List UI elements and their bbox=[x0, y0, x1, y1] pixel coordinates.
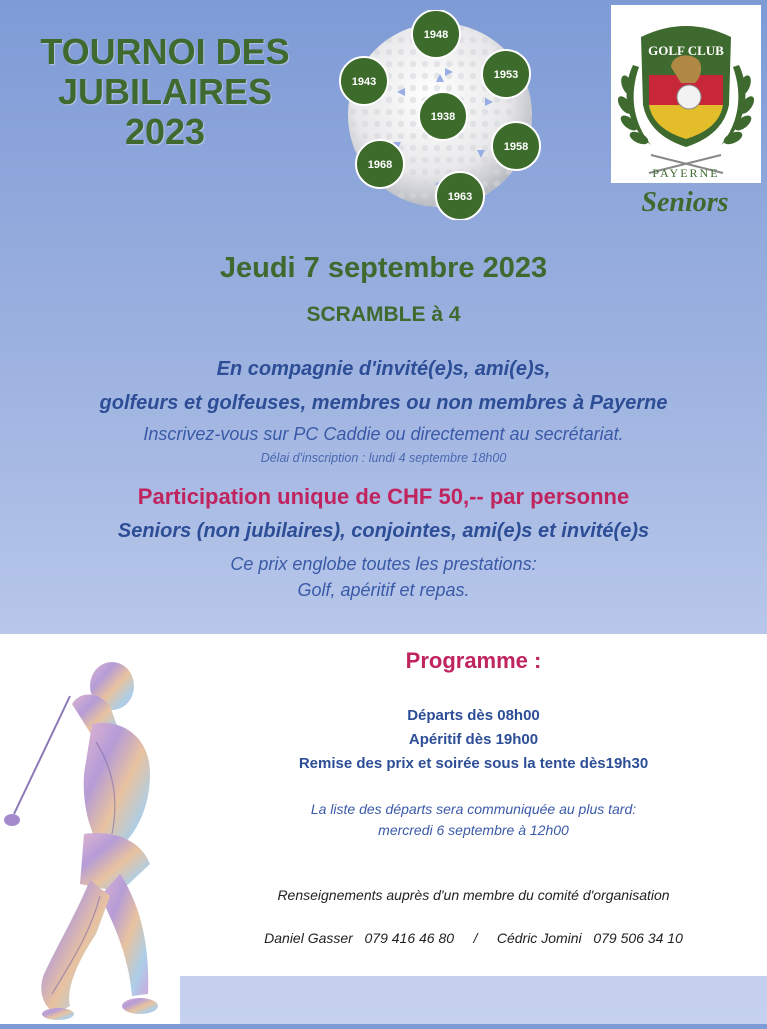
contact-2-name: Cédric Jomini bbox=[496, 930, 582, 946]
year-bubble-center-text: 1938 bbox=[430, 111, 456, 123]
contact-2-phone: 079 506 34 10 bbox=[593, 930, 683, 946]
departure-list-line-2: mercredi 6 septembre à 12h00 bbox=[378, 822, 569, 838]
year-bubble-1953-text: 1953 bbox=[493, 69, 519, 81]
price-includes-line-2: Golf, apéritif et repas. bbox=[297, 580, 470, 600]
event-title bbox=[10, 32, 320, 152]
year-bubble-1958 bbox=[492, 122, 540, 170]
golf-ball-icon bbox=[335, 10, 545, 220]
price-includes-line-1: Ce prix englobe toutes les prestations: bbox=[230, 554, 537, 574]
registration-info: Inscrivez-vous sur PC Caddie ou directement au secrétariat. bbox=[143, 424, 624, 444]
title-line-2: JUBILAIRES bbox=[57, 71, 273, 112]
year-bubble-1943-text: 1943 bbox=[351, 76, 377, 88]
year-bubble-1963 bbox=[436, 172, 484, 220]
golfer-illustration-icon bbox=[0, 634, 180, 1024]
price-audience: Seniors (non jubilaires), conjointes, ami(e)s et invité(e)s bbox=[117, 520, 650, 542]
contact-1-phone: 079 416 46 80 bbox=[364, 930, 455, 946]
invite-line-1: En compagnie d'invité(e)s, ami(e)s, bbox=[216, 358, 551, 380]
golf-ball-graphic bbox=[335, 10, 545, 220]
year-bubble-1953 bbox=[482, 50, 530, 98]
logo-graphic bbox=[611, 5, 761, 183]
contact-separator: / bbox=[473, 930, 478, 946]
title-line-3: 2023 bbox=[124, 111, 206, 152]
event-format: SCRAMBLE à 4 bbox=[306, 303, 461, 326]
golf-club-crest-icon bbox=[611, 5, 761, 183]
programme-item-aperitif: Apéritif dès 19h00 bbox=[408, 731, 539, 748]
contact-1-name: Daniel Gasser bbox=[264, 930, 353, 946]
info-line: Renseignements auprès d'un membre du comité d'organisation bbox=[277, 887, 670, 903]
year-bubble-1958-text: 1958 bbox=[503, 141, 529, 153]
year-bubble-1968 bbox=[356, 140, 404, 188]
registration-deadline: Délai d'inscription : lundi 4 septembre 18h00 bbox=[260, 451, 507, 465]
title-line-1: TOURNOI DES bbox=[40, 31, 290, 72]
year-bubble-1968-text: 1968 bbox=[367, 159, 393, 171]
programme-title: Programme : bbox=[405, 648, 542, 673]
contacts-line bbox=[180, 930, 767, 946]
programme-item-awards: Remise des prix et soirée sous la tente dès19h30 bbox=[298, 755, 649, 772]
golfer-illustration bbox=[0, 634, 180, 1024]
year-bubble-1948 bbox=[412, 10, 460, 58]
year-bubble-1963-text: 1963 bbox=[447, 191, 473, 203]
year-bubble-1943 bbox=[340, 57, 388, 105]
departure-list-line-1: La liste des départs sera communiquée au plus tard: bbox=[310, 801, 637, 817]
logo-arc-text: GOLF CLUB bbox=[648, 43, 724, 58]
year-bubble-center bbox=[419, 92, 467, 140]
year-bubble-1948-text: 1948 bbox=[423, 29, 449, 41]
logo-tagline: Seniors bbox=[641, 187, 729, 218]
programme-item-departures: Départs dès 08h00 bbox=[407, 707, 540, 724]
invite-line-2: golfeurs et golfeuses, membres ou non membres à Payerne bbox=[99, 392, 668, 414]
price-headline: Participation unique de CHF 50,-- par personne bbox=[137, 484, 630, 509]
logo-bottom-text: PAYERNE bbox=[652, 166, 720, 180]
event-date: Jeudi 7 septembre 2023 bbox=[219, 252, 548, 284]
